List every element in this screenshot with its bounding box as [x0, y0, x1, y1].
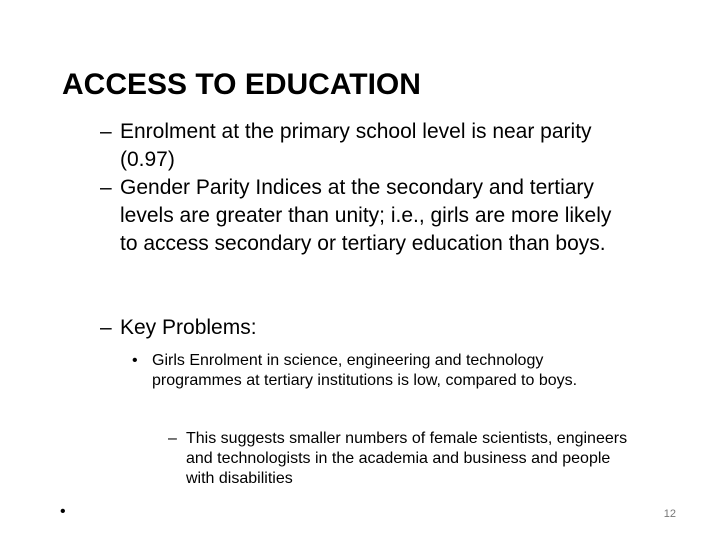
page-number: 12 [663, 508, 676, 520]
bullet-item [100, 314, 630, 342]
bullet-item [100, 118, 630, 174]
bullet-dash: – [100, 316, 112, 339]
bullet-text: Enrolment at the primary school level is near parity (0.97) [120, 120, 592, 171]
bullet-text: Key Problems: [120, 316, 257, 339]
slide-title: ACCESS TO EDUCATION [62, 68, 421, 101]
bullet-text: Gender Parity Indices at the secondary and tertiary levels are greater than unity; i.e., girls are more likely to access secondary or tertiary education than boys. [120, 176, 612, 255]
sub-sub-bullet-dash: – [168, 430, 177, 447]
sub-bullet-text: Girls Enrolment in science, engineering and technology programmes at tertiary institutions is low, compared to boys. [152, 352, 578, 389]
empty-bullet: • [60, 503, 66, 520]
sub-sub-bullet-item [168, 429, 628, 489]
bullet-dash: – [100, 120, 112, 143]
sub-bullet-item [132, 351, 622, 391]
sub-sub-bullet-text: This suggests smaller numbers of female scientists, engineers and technologists in the academia and business and people with disabilities [186, 430, 628, 487]
sub-bullet-dot: • [132, 352, 138, 369]
bullet-dash: – [100, 176, 112, 199]
bullet-item [100, 174, 630, 258]
